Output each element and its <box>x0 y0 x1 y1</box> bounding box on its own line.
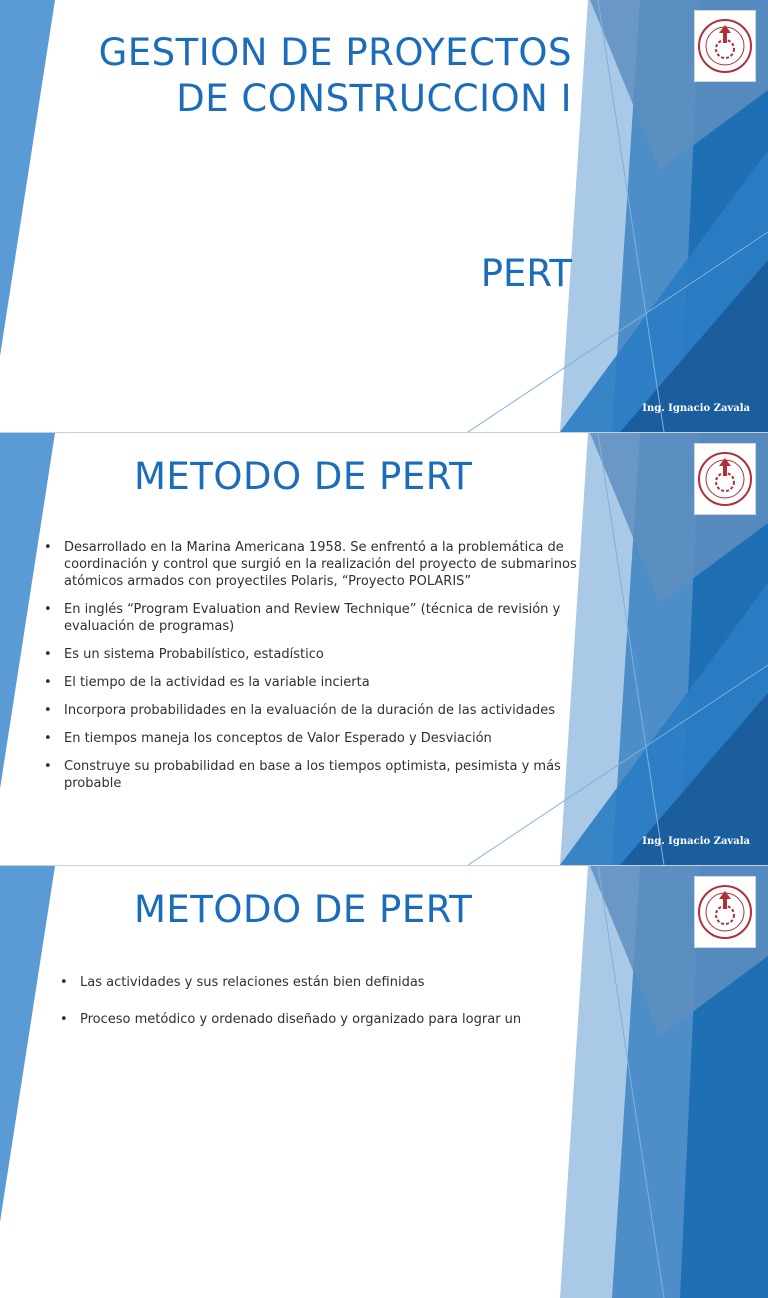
author-label: Ing. Ignacio Zavala <box>642 403 750 414</box>
title-line-1: GESTION DE PROYECTOS <box>98 31 572 74</box>
bullet-list <box>60 974 580 1039</box>
list-item: • Construye su probabilidad en base a los tiempos optimista, pesimista y más probable <box>44 758 616 792</box>
university-seal-icon <box>694 443 756 515</box>
university-seal-icon <box>694 876 756 948</box>
list-item: • Incorpora probabilidades en la evaluación de la duración de las actividades <box>44 702 616 719</box>
list-item: • En inglés “Program Evaluation and Review Technique” (técnica de revisión y evaluación de programas) <box>44 601 616 635</box>
list-item: • El tiempo de la actividad es la variable incierta <box>44 674 616 691</box>
slide-title: METODO DE PERT <box>134 888 473 931</box>
title-line-2: DE CONSTRUCCION I <box>176 77 572 120</box>
list-item: • En tiempos maneja los conceptos de Valor Esperado y Desviación <box>44 730 616 747</box>
presentation-title <box>99 30 572 122</box>
university-seal-icon <box>694 10 756 82</box>
presentation-subtitle: PERT <box>480 252 572 295</box>
list-item: • Desarrollado en la Marina Americana 1958. Se enfrentó a la problemática de coordinación y control que surgió en la realización del proyecto de submarinos atómicos armados con proyectiles Polaris, “Proyecto POLARIS” <box>44 539 616 590</box>
slide-title <box>0 0 768 432</box>
bullet-list <box>44 539 616 803</box>
slide-metodo-pert-2 <box>0 866 768 1298</box>
author-label: Ing. Ignacio Zavala <box>642 836 750 847</box>
slide-title: METODO DE PERT <box>134 455 473 498</box>
list-item: • Las actividades y sus relaciones están bien definidas <box>60 974 580 991</box>
slide-metodo-pert-1 <box>0 433 768 865</box>
list-item: • Proceso metódico y ordenado diseñado y organizado para lograr un <box>60 1011 580 1028</box>
list-item: • Es un sistema Probabilístico, estadístico <box>44 646 616 663</box>
